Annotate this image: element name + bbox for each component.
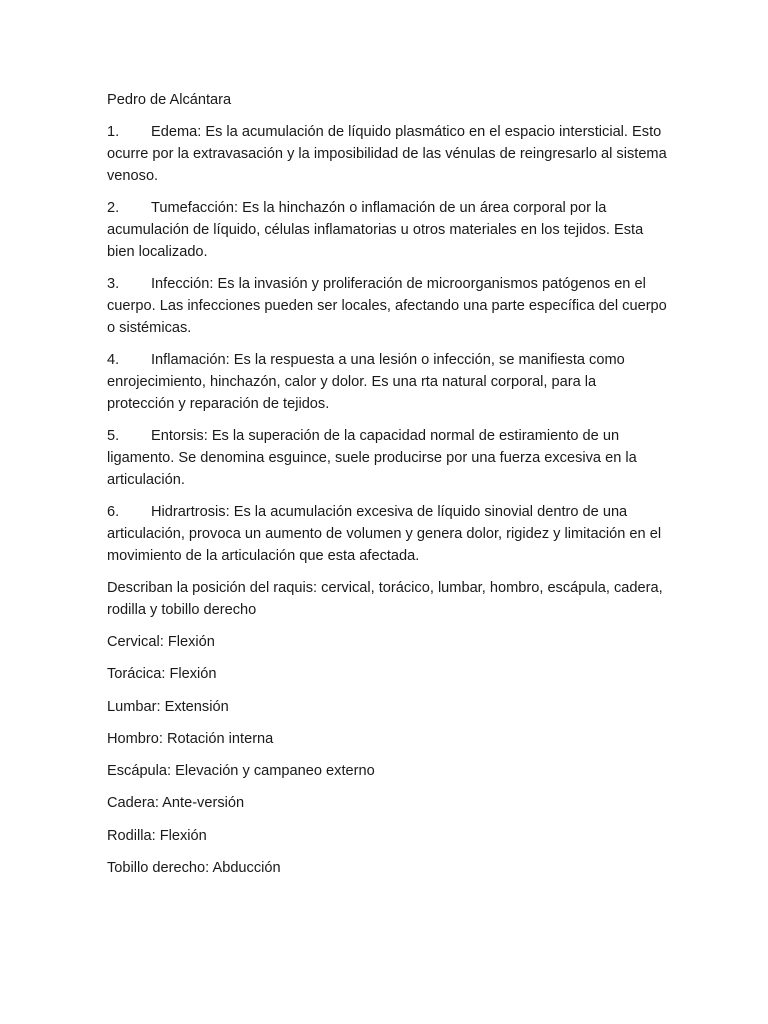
definition-text: Infección: Es la invasión y proliferación de microorganismos patógenos en el cuerpo. Las infecciones pueden ser locales, afectando una parte específica del cuerpo o sistémicas. [107,276,667,336]
definition-item [107,501,667,567]
definition-number: 2. [107,200,120,216]
definition-number: 5. [107,428,120,444]
position-line: Escápula: Elevación y campaneo externo [107,763,375,780]
definition-text: Entorsis: Es la superación de la capacidad normal de estiramiento de un ligamento. Se denomina esguince, suele producirse por una fuerza excesiva en la articulación. [107,428,637,488]
definition-text: Hidrartrosis: Es la acumulación excesiva de líquido sinovial dentro de una articulación, provoca un aumento de volumen y genera dolor, rigidez y limitación en el movimiento de la articulación que esta afectada. [107,504,662,564]
definition-text: Tumefacción: Es la hinchazón o inflamación de un área corporal por la acumulación de líquido, células inflamatorias u otros materiales en los tejidos. Esta bien localizado. [107,200,644,260]
definition-text: Edema: Es la acumulación de líquido plasmático en el espacio intersticial. Esto ocurre por la extravasación y la imposibilidad de las vénulas de reingresarlo al sistema venoso. [107,124,667,184]
position-line: Lumbar: Extensión [107,698,229,715]
position-line: Rodilla: Flexión [107,827,207,844]
definition-number: 4. [107,352,120,368]
position-line: Torácica: Flexión [107,666,217,683]
definition-item [107,349,667,415]
position-line: Cadera: Ante-versión [107,795,245,812]
definition-text: Inflamación: Es la respuesta a una lesión o infección, se manifiesta como enrojecimiento, hinchazón, calor y dolor. Es una rta natural corporal, para la protección y reparación de tejidos. [107,352,625,412]
author-name: Pedro de Alcántara [107,92,232,108]
position-line: Cervical: Flexión [107,634,215,650]
definition-item [107,197,667,263]
question-text: Describan la posición del raquis: cervical, torácico, lumbar, hombro, escápula, cadera, rodilla y tobillo derecho [107,580,663,618]
definition-number: 1. [107,124,120,140]
definition-item [107,121,667,187]
position-line: Tobillo derecho: Abducción [107,860,281,877]
position-line: Hombro: Rotación interna [107,730,274,747]
document-page [107,89,667,889]
definition-number: 6. [107,504,120,520]
definition-item [107,425,667,491]
definition-item [107,273,667,339]
definition-number: 3. [107,276,120,292]
